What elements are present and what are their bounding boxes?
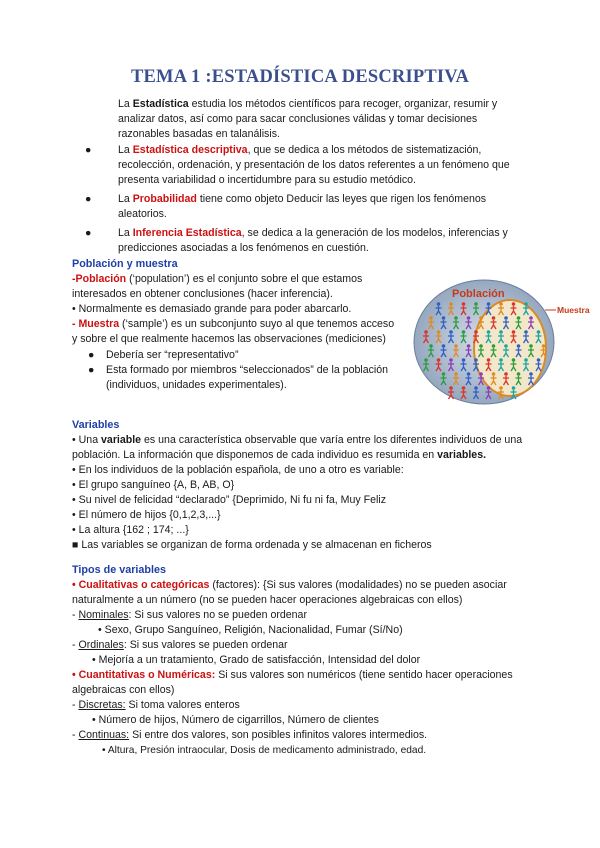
poblacion-note: • Normalmente es demasiado grande para poder abarcarlo. (72, 303, 352, 315)
text: • Una (72, 434, 102, 446)
bullet-icon: ● (88, 349, 95, 361)
text: - (72, 729, 79, 741)
text: Si entre dos valores, son posibles infinitos valores intermedios. (129, 729, 428, 741)
text: La (118, 98, 133, 110)
continuas-definition (72, 728, 532, 743)
text: , que se dedica a los métodos de sistematización, recolección, ordenación, y presentación de los datos referentes a un fenómeno que presenta variabilidad o incertidumbre para su estudio metódico. (118, 144, 510, 186)
intro-bullet-list (85, 143, 518, 256)
term-cuantitativas: Cuantitativas o Numéricas: (78, 669, 216, 681)
text: Esta formado por miembros “seleccionados” de la población (individuos, unidades experimentales). (106, 364, 389, 391)
text: Debería ser “representativo” (106, 349, 239, 361)
term-probabilidad: Probabilidad (132, 193, 197, 205)
list-item: • Su nivel de felicidad “declarado” {Deprimido, Ni fu ni fa, Muy Feliz (72, 494, 387, 506)
term-estadistica-descriptiva: Estadística descriptiva (132, 144, 248, 156)
text: (‘population’) es el conjunto sobre el que estamos interesados en obtener conclusiones (hacer inferencia). (72, 273, 363, 300)
term-ordinales: Ordinales (78, 639, 124, 651)
poblacion-muestra-figure (412, 278, 600, 406)
list-item (72, 363, 402, 393)
list-item (85, 143, 518, 188)
text: Si toma valores enteros (125, 699, 240, 711)
intro-paragraph (118, 97, 518, 142)
poblacion-label: Población (452, 288, 505, 300)
bullet-icon: ● (85, 193, 92, 205)
text: : Si sus valores se pueden ordenar (123, 639, 288, 651)
text: , se dedica a la generación de los modelos, inferencias y predicciones asociadas a los fenómenos en cuestión. (118, 227, 508, 254)
text: La (118, 227, 133, 239)
cuantitativas-definition (72, 668, 532, 698)
page-title: TEMA 1 :ESTADÍSTICA DESCRIPTIVA (130, 67, 470, 87)
text: La (118, 144, 133, 156)
text: (‘sample’) es un subconjunto suyo al que tenemos acceso y sobre el que realmente hacemos las observaciones (mediciones) (72, 318, 395, 345)
text: (factores): {Si sus valores (modalidades) no se pueden asociar naturalmente a un número (no se pueden hacer operaciones algebraicas con ellos) (72, 579, 507, 606)
text: estudia los métodos científicos para recoger, organizar, resumir y analizar datos, así como para sacar conclusiones válidas y tomar decisiones razonables basadas en talanálisis. (118, 98, 498, 140)
text: - (72, 273, 76, 285)
term-cualitativas: Cualitativas o categóricas (78, 579, 210, 591)
text: La (118, 193, 133, 205)
nominales-example: • Sexo, Grupo Sanguíneo, Religión, Nacionalidad, Fumar (Sí/No) (98, 624, 403, 636)
text: : Si sus valores no se pueden ordenar (128, 609, 307, 621)
term-continuas: Continuas: (78, 729, 130, 741)
term-variables: variables. (437, 449, 487, 461)
list-item (85, 192, 518, 222)
list-item (85, 226, 518, 256)
list-item: • En los individuos de la población española, de uno a otro es variable: (72, 464, 404, 476)
text: tiene como objeto Deducir las leyes que rigen los fenómenos aleatorios. (118, 193, 487, 220)
text: - (72, 639, 79, 651)
bullet-icon: ● (88, 364, 95, 376)
list-item: ■ Las variables se organizan de forma ordenada y se almacenan en ficheros (72, 539, 432, 551)
text: - (72, 318, 79, 330)
list-item: • La altura {162 ; 174; ...} (72, 524, 189, 536)
list-item: • El grupo sanguíneo {A, B, AB, O} (72, 479, 235, 491)
term-inferencia-estadistica: Inferencia Estadística (132, 227, 242, 239)
term-estadistica: Estadística (132, 98, 189, 110)
text: • (72, 669, 79, 681)
term-discretas: Discretas: (78, 699, 126, 711)
text: - (72, 699, 79, 711)
ordinales-definition (72, 638, 532, 653)
discretas-definition (72, 698, 532, 713)
muestra-definition (72, 317, 402, 347)
continuas-example: • Altura, Presión intraocular, Dosis de medicamento administrado, edad. (102, 745, 427, 756)
term-variable: variable (101, 434, 142, 446)
cualitativas-definition (72, 578, 532, 608)
intro-section (85, 97, 518, 260)
tipos-section (72, 563, 532, 758)
poblacion-section (72, 257, 402, 393)
term-muestra: Muestra (78, 318, 120, 330)
bullet-icon: ● (85, 144, 92, 156)
variables-section (72, 418, 532, 553)
bullet-icon: ● (85, 227, 92, 239)
term-nominales: Nominales (78, 609, 129, 621)
muestra-ellipse (474, 300, 546, 396)
section-heading: Población y muestra (72, 258, 178, 270)
muestra-label: Muestra (557, 305, 590, 315)
text: - (72, 609, 79, 621)
nominales-definition (72, 608, 532, 623)
text: es una característica observable que varía entre los diferentes individuos de una población. La información que disponemos de cada individuo es resumida en (72, 434, 523, 461)
list-item: • El número de hijos {0,1,2,3,...} (72, 509, 221, 521)
section-heading: Variables (72, 419, 120, 431)
muestra-sublist (72, 348, 402, 393)
list-item (72, 348, 402, 363)
ordinales-example: • Mejoría a un tratamiento, Grado de satisfacción, Intensidad del dolor (92, 654, 421, 666)
text: • (72, 579, 79, 591)
variable-definition (72, 433, 532, 463)
poblacion-definition (72, 272, 402, 302)
section-heading: Tipos de variables (72, 564, 167, 576)
term-poblacion: Población (75, 273, 127, 285)
text: Si sus valores son numéricos (tiene sentido hacer operaciones algebraicas con ellos) (72, 669, 513, 696)
discretas-example: • Número de hijos, Número de cigarrillos, Número de clientes (92, 714, 379, 726)
